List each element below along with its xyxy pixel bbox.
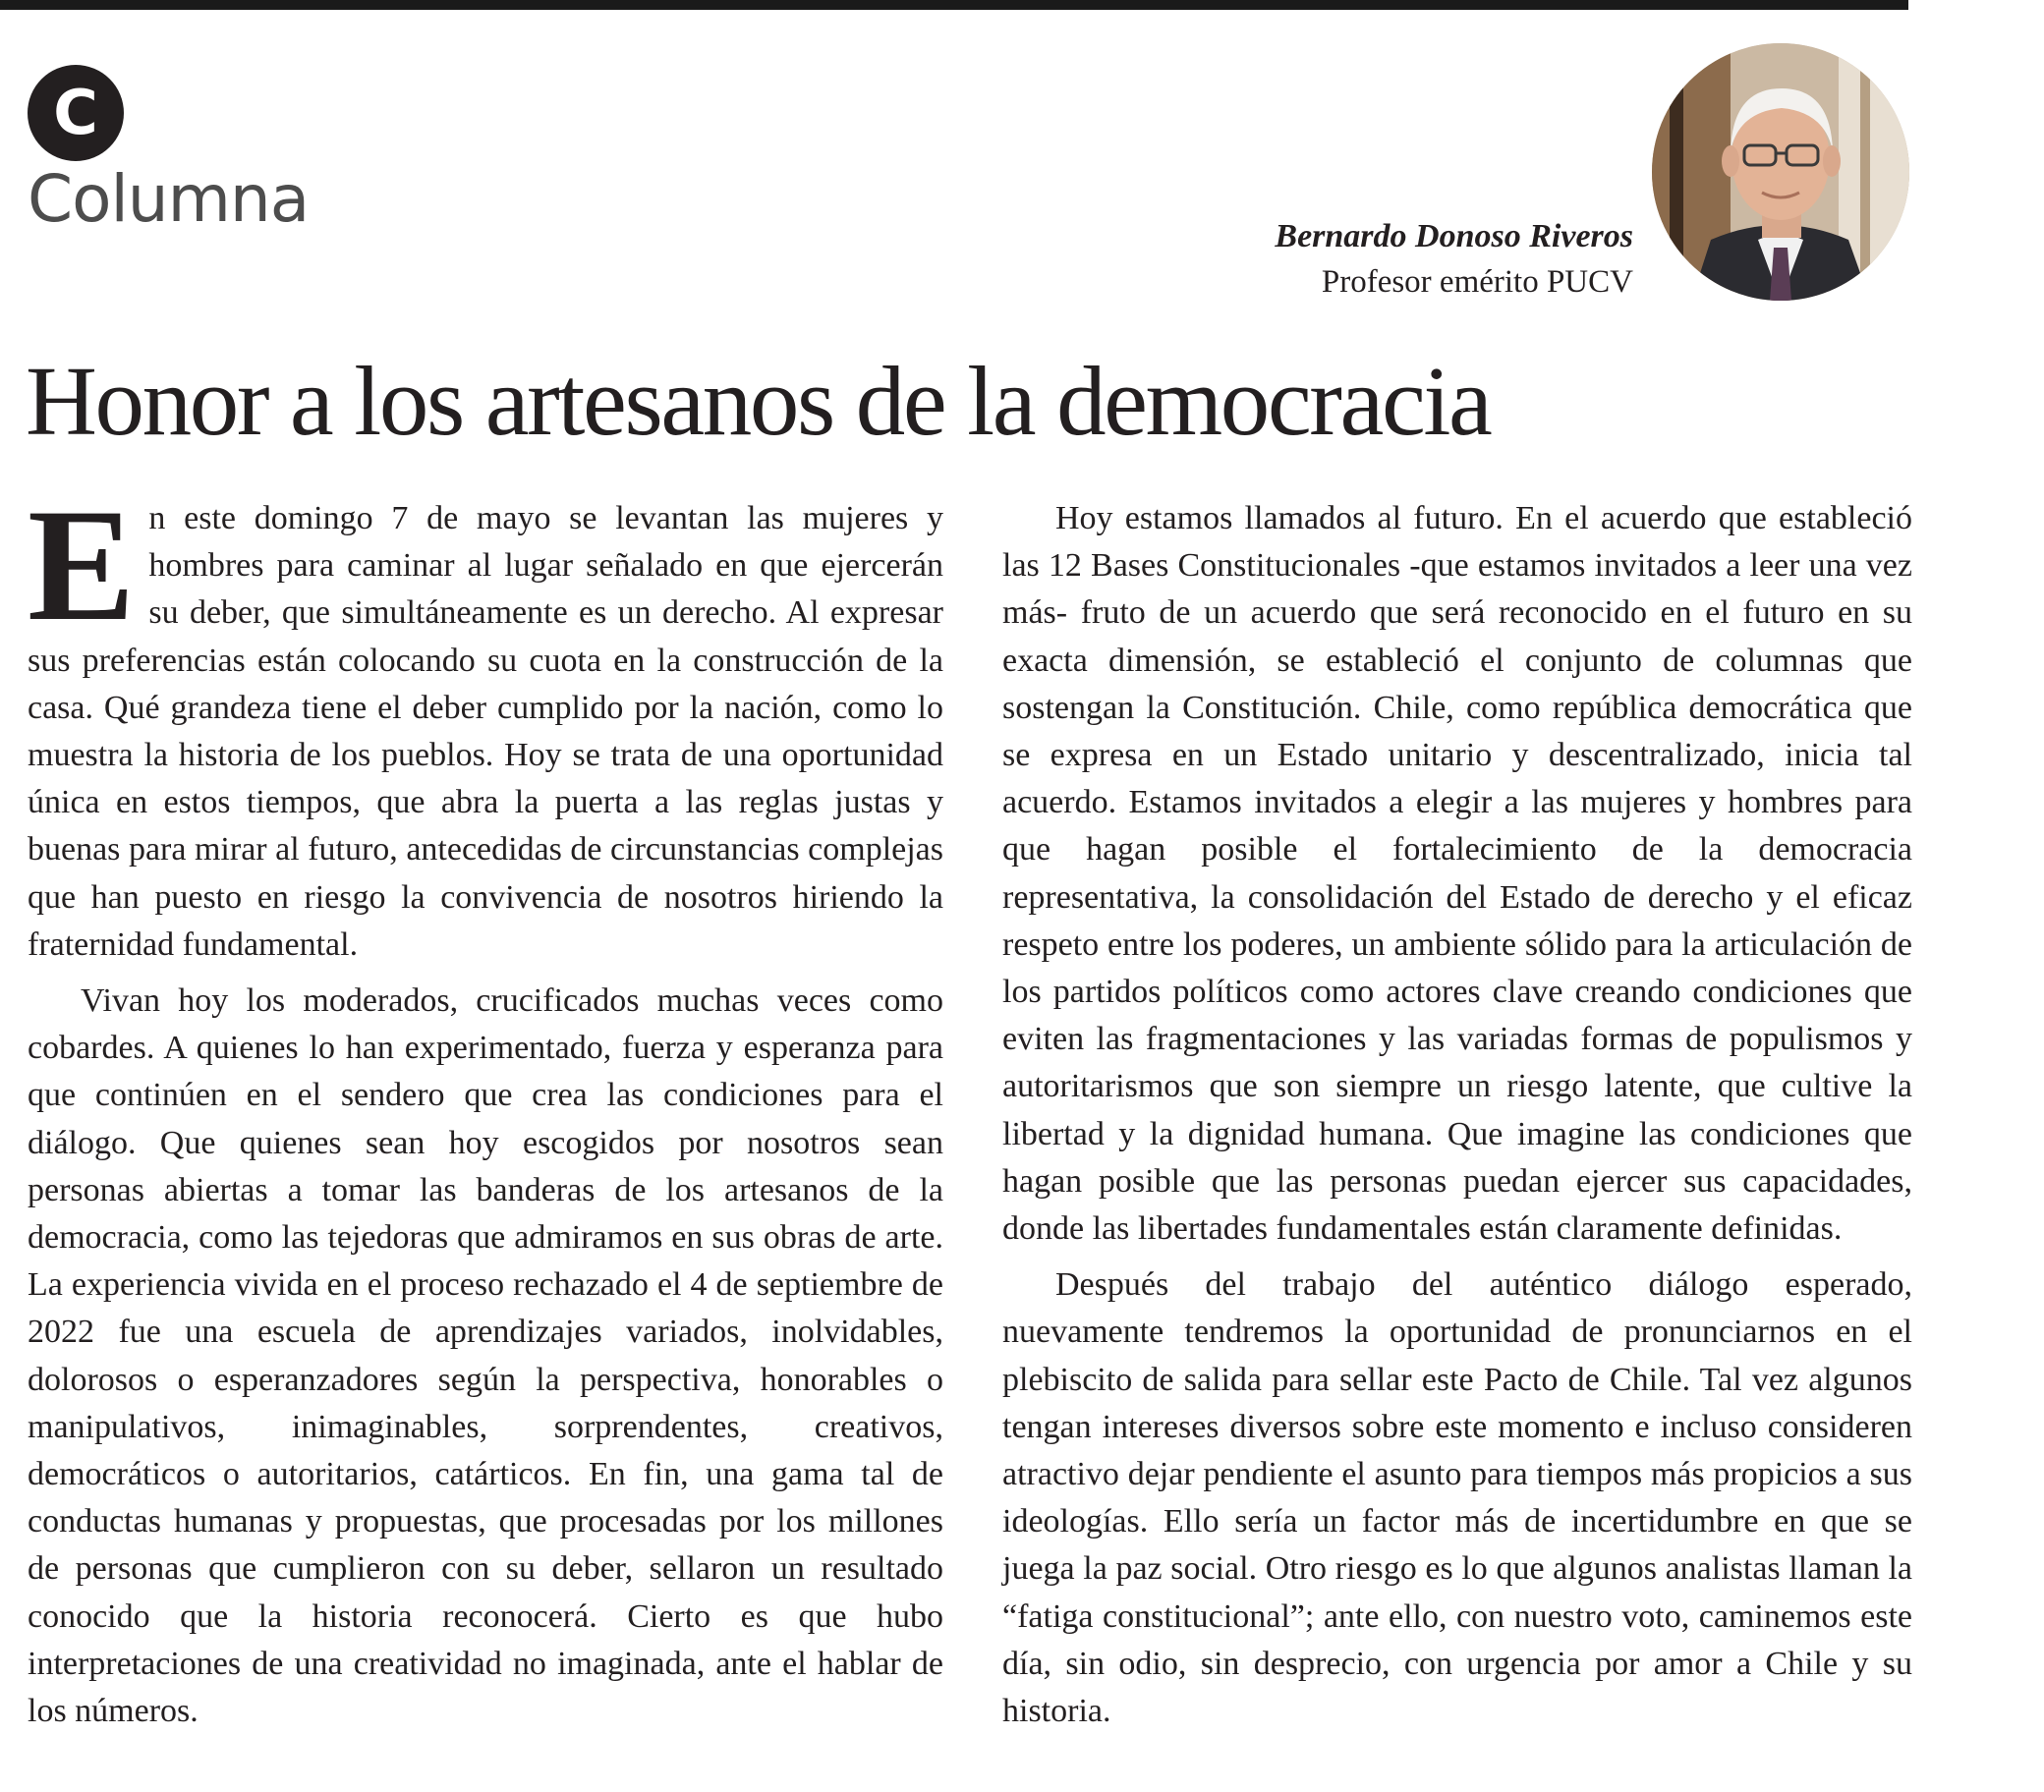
author-name: Bernardo Donoso Riveros bbox=[1275, 218, 1633, 254]
article-paragraph-4: Después del trabajo del auténtico diálogo esperado, nuevamente tendremos la oportunidad de pronunciarnos en el plebiscito de salida para sellar este Pacto de Chile. Tal vez algunos tengan intereses diversos sobre este momento e incluso consideren atractivo dejar pendiente el asunto para tiempos más propicios a sus ideologías. Ello sería un factor más de incertidumbre en que se juega la paz social. Otro riesgo es lo que algunos analistas llaman la “fatiga constitucional”; ante ello, con nuestro voto, caminemos este día, sin odio, sin desprecio, con urgencia por amor a Chile y su historia. bbox=[1002, 1266, 1912, 1730]
drop-cap: E bbox=[28, 476, 136, 654]
top-rule bbox=[0, 0, 1908, 10]
section-badge: C bbox=[28, 65, 124, 161]
headline: Honor a los artesanos de la democracia bbox=[26, 346, 1491, 456]
article-column-right bbox=[1002, 495, 1912, 1744]
article-column-left bbox=[28, 476, 943, 1744]
byline bbox=[1275, 214, 1633, 305]
article-paragraph-2: Vivan hoy los moderados, crucificados muchas veces como cobardes. A quienes lo han experimentado, fuerza y esperanza para que continúen en el sendero que crea las condiciones para el diálogo. Que quienes sean hoy escogidos por nosotros sean personas abiertas a tomar las banderas de los artesanos de la democracia, como las tejedoras que admiramos en sus obras de arte. La experiencia vivida en el proceso rechazado el 4 de septiembre de 2022 fue una escuela de aprendizajes variados, inolvidables, dolorosos o esperanzadores según la perspectiva, honorables o manipulativos, inimaginables, sorprendentes, creativos, democráticos o autoritarios, catárticos. En fin, una gama tal de conductas humanas y propuestas, que procesadas por los millones de personas que cumplieron con su deber, sellaron un resultado conocido que la historia reconocerá. Cierto es que hubo interpretaciones de una creatividad no imaginada, ante el hablar de los números. bbox=[28, 982, 943, 1730]
author-role: Profesor emérito PUCV bbox=[1321, 264, 1633, 300]
author-photo bbox=[1652, 43, 1909, 301]
article-paragraph-3: Hoy estamos llamados al futuro. En el acuerdo que estableció las 12 Bases Constitucionales -que estamos invitados a leer una vez más- fruto de un acuerdo que será reconocido en el futuro en su exacta dimensión, se estableció el conjunto de columnas que sostengan la Constitución. Chile, como república democrática que se expresa en un Estado unitario y descentralizado, inicia tal acuerdo. Estamos invitados a elegir a las mujeres y hombres para que hagan posible el fortalecimiento de la democracia representativa, la consolidación del Estado de derecho y el eficaz respeto entre los poderes, un ambiente sólido para la articulación de los partidos políticos como actores clave creando condiciones que eviten las fragmentaciones y las variadas formas de populismos y autoritarismos que son siempre un riesgo latente, que cultive la libertad y la dignidad humana. Que imagine las condiciones que hagan posible que las personas puedan ejercer sus capacidades, donde las libertades fundamentales están claramente definidas. bbox=[1002, 500, 1912, 1248]
section-label: Columna bbox=[28, 161, 310, 237]
paragraph-1-text: n este domingo 7 de mayo se levantan las mujeres y hombres para caminar al lugar señalado en que ejercerán su deber, que simultáneamente es un derecho. Al expresar sus preferencias están colocando su cuota en la construcción de la casa. Qué grandeza tiene el deber cumplido por la nación, como lo muestra la historia de los pueblos. Hoy se trata de una oportunidad única en estos tiempos, que abra la puerta a las reglas justas y buenas para mirar al futuro, antecedidas de circunstancias complejas que han puesto en riesgo la convivencia de nosotros hiriendo la fraternidad fundamental. bbox=[28, 500, 943, 963]
article-paragraph-1 bbox=[28, 476, 943, 969]
